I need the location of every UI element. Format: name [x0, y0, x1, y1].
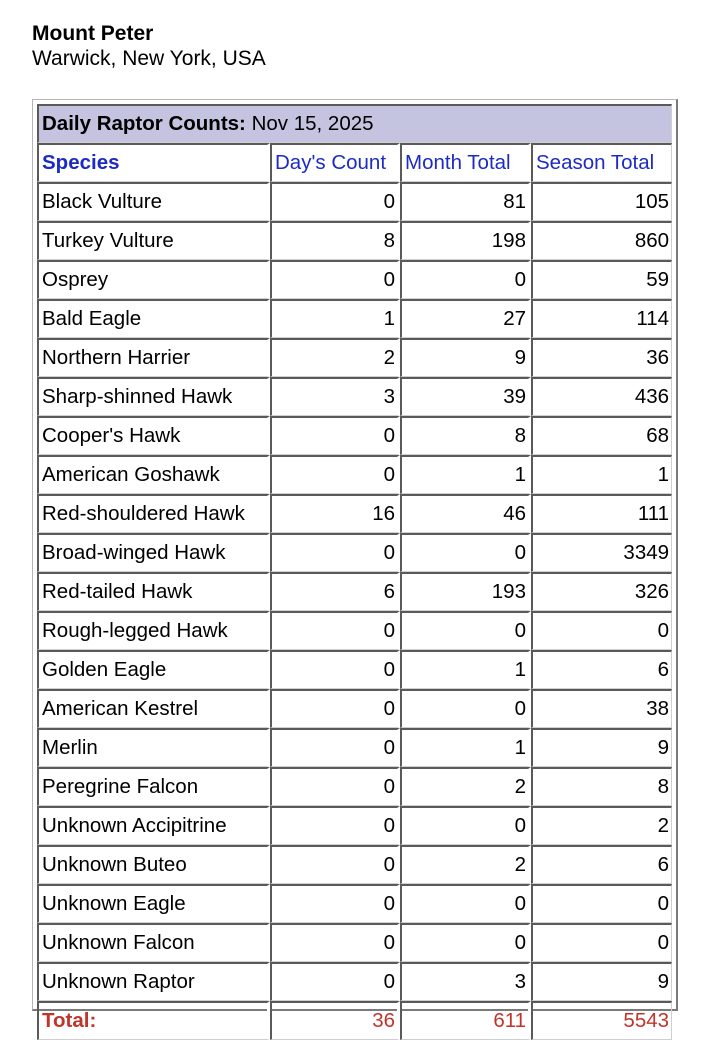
species-cell: Osprey [37, 260, 270, 299]
table-row [37, 299, 672, 338]
table-row [37, 767, 672, 806]
season-total-cell: 1 [531, 455, 672, 494]
day-count-cell: 0 [270, 611, 400, 650]
month-total-cell: 1 [400, 728, 531, 767]
table-row [37, 260, 672, 299]
season-total-cell: 8 [531, 767, 672, 806]
month-total-cell: 3 [400, 962, 531, 1001]
species-cell: Red-shouldered Hawk [37, 494, 270, 533]
total-label: Total: [37, 1001, 270, 1040]
season-total-cell: 38 [531, 689, 672, 728]
species-cell: Northern Harrier [37, 338, 270, 377]
table-row [37, 923, 672, 962]
season-total-cell: 6 [531, 845, 672, 884]
species-cell: Turkey Vulture [37, 221, 270, 260]
season-total-cell: 326 [531, 572, 672, 611]
day-count-cell: 0 [270, 416, 400, 455]
day-count-cell: 0 [270, 845, 400, 884]
table-row [37, 689, 672, 728]
month-total-cell: 39 [400, 377, 531, 416]
table-row [37, 455, 672, 494]
season-total-cell: 114 [531, 299, 672, 338]
month-total-cell: 27 [400, 299, 531, 338]
species-cell: Bald Eagle [37, 299, 270, 338]
species-cell: Unknown Buteo [37, 845, 270, 884]
month-total-cell: 81 [400, 182, 531, 221]
species-cell: Cooper's Hawk [37, 416, 270, 455]
species-cell: Golden Eagle [37, 650, 270, 689]
species-cell: Unknown Eagle [37, 884, 270, 923]
season-total-cell: 36 [531, 338, 672, 377]
species-cell: American Goshawk [37, 455, 270, 494]
day-count-cell: 0 [270, 962, 400, 1001]
day-count-cell: 6 [270, 572, 400, 611]
month-total-cell: 0 [400, 260, 531, 299]
month-total-cell: 193 [400, 572, 531, 611]
month-total-cell: 0 [400, 611, 531, 650]
species-cell: American Kestrel [37, 689, 270, 728]
table-row [37, 728, 672, 767]
month-total-cell: 8 [400, 416, 531, 455]
day-count-cell: 0 [270, 689, 400, 728]
day-count-cell: 0 [270, 260, 400, 299]
table-header-row [37, 104, 672, 143]
month-total-cell: 198 [400, 221, 531, 260]
day-count-cell: 0 [270, 455, 400, 494]
season-total-cell: 436 [531, 377, 672, 416]
day-count-cell: 16 [270, 494, 400, 533]
day-count-cell: 0 [270, 182, 400, 221]
species-cell: Unknown Raptor [37, 962, 270, 1001]
day-count-cell: 0 [270, 533, 400, 572]
site-location: Warwick, New York, USA [32, 47, 266, 70]
month-total-cell: 1 [400, 455, 531, 494]
day-count-cell: 8 [270, 221, 400, 260]
total-day-count: 36 [270, 1001, 400, 1040]
season-total-cell: 2 [531, 806, 672, 845]
month-total-cell: 0 [400, 884, 531, 923]
season-total-cell: 0 [531, 611, 672, 650]
day-count-cell: 0 [270, 767, 400, 806]
table-row [37, 611, 672, 650]
species-cell: Broad-winged Hawk [37, 533, 270, 572]
column-header-species: Species [37, 143, 270, 182]
species-cell: Rough-legged Hawk [37, 611, 270, 650]
month-total-cell: 0 [400, 689, 531, 728]
day-count-cell: 0 [270, 728, 400, 767]
caption-label: Daily Raptor Counts: [42, 112, 246, 135]
column-header-day-count: Day's Count [270, 143, 400, 182]
day-count-cell: 0 [270, 923, 400, 962]
season-total-cell: 9 [531, 962, 672, 1001]
total-season-total: 5543 [531, 1001, 672, 1040]
season-total-cell: 0 [531, 884, 672, 923]
species-cell: Merlin [37, 728, 270, 767]
table-row [37, 572, 672, 611]
day-count-cell: 1 [270, 299, 400, 338]
month-total-cell: 46 [400, 494, 531, 533]
column-header-season-total: Season Total [531, 143, 672, 182]
season-total-cell: 105 [531, 182, 672, 221]
table-row [37, 494, 672, 533]
raptor-counts-table [37, 104, 672, 1040]
table-row [37, 962, 672, 1001]
season-total-cell: 9 [531, 728, 672, 767]
season-total-cell: 59 [531, 260, 672, 299]
day-count-cell: 0 [270, 806, 400, 845]
season-total-cell: 68 [531, 416, 672, 455]
site-title: Mount Peter [32, 22, 154, 45]
species-cell: Black Vulture [37, 182, 270, 221]
month-total-cell: 1 [400, 650, 531, 689]
season-total-cell: 111 [531, 494, 672, 533]
species-cell: Unknown Accipitrine [37, 806, 270, 845]
column-header-month-total: Month Total [400, 143, 531, 182]
total-row [37, 1001, 672, 1040]
table-row [37, 845, 672, 884]
month-total-cell: 2 [400, 845, 531, 884]
day-count-cell: 3 [270, 377, 400, 416]
species-cell: Red-tailed Hawk [37, 572, 270, 611]
caption-date: Nov 15, 2025 [251, 112, 374, 135]
table-row [37, 533, 672, 572]
table-row [37, 416, 672, 455]
table-row [37, 221, 672, 260]
day-count-cell: 0 [270, 884, 400, 923]
month-total-cell: 2 [400, 767, 531, 806]
table-row [37, 338, 672, 377]
table-row [37, 650, 672, 689]
total-month-total: 611 [400, 1001, 531, 1040]
month-total-cell: 0 [400, 806, 531, 845]
month-total-cell: 0 [400, 923, 531, 962]
season-total-cell: 6 [531, 650, 672, 689]
species-cell: Unknown Falcon [37, 923, 270, 962]
column-header-row [37, 143, 672, 182]
table-row [37, 806, 672, 845]
table-row [37, 182, 672, 221]
table-row [37, 377, 672, 416]
season-total-cell: 860 [531, 221, 672, 260]
season-total-cell: 0 [531, 923, 672, 962]
month-total-cell: 9 [400, 338, 531, 377]
month-total-cell: 0 [400, 533, 531, 572]
day-count-cell: 0 [270, 650, 400, 689]
species-cell: Sharp-shinned Hawk [37, 377, 270, 416]
species-cell: Peregrine Falcon [37, 767, 270, 806]
day-count-cell: 2 [270, 338, 400, 377]
season-total-cell: 3349 [531, 533, 672, 572]
table-caption [37, 104, 672, 143]
table-row [37, 884, 672, 923]
